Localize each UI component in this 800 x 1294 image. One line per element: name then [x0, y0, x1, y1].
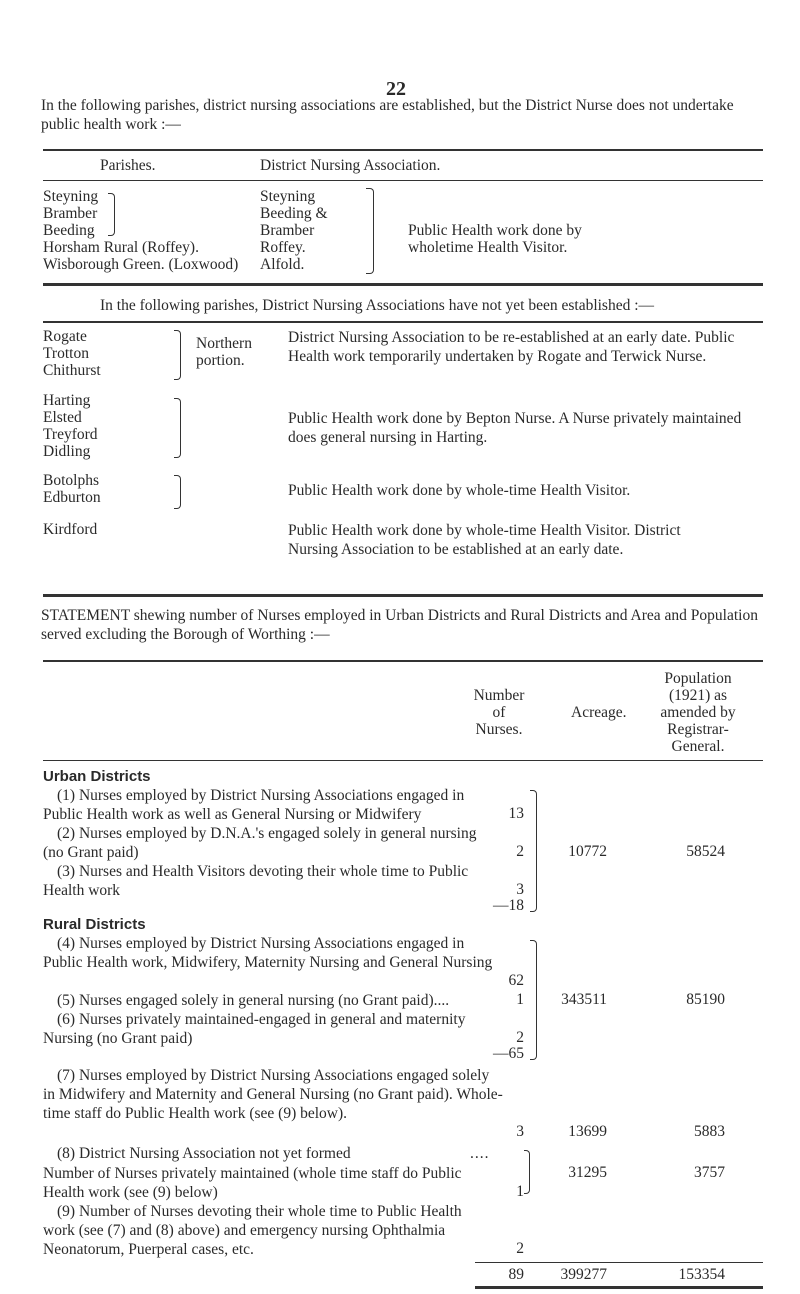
parish-chithurst: Chithurst: [43, 362, 101, 379]
row-r9-number: 2: [516, 1240, 524, 1257]
row-r7-number: 3: [516, 1123, 524, 1140]
parish-beeding: Beeding: [43, 222, 95, 239]
table2-group2-brace: [174, 398, 181, 458]
totals-top-rule: [475, 1262, 763, 1263]
rural-population: 85190: [686, 991, 725, 1008]
association-bramber: Bramber: [260, 222, 315, 239]
row-r7-acreage: 13699: [568, 1123, 607, 1140]
row-r8a-leader: ....: [470, 1145, 490, 1162]
row-u1-number: 13: [508, 805, 524, 822]
parish-steyning: Steyning: [43, 188, 99, 205]
parish-bramber: Bramber: [43, 205, 98, 222]
col-population-line1: Population: [664, 670, 732, 687]
table1-parish-brace: [108, 193, 115, 236]
row-u3-number: 3: [516, 881, 524, 898]
rural-heading: Rural Districts: [43, 916, 146, 933]
parish-wisborough-green: Wisborough Green. (Loxwood): [43, 256, 239, 273]
parish-didling: Didling: [43, 443, 91, 460]
row-r9-text: (9) Number of Nurses devoting their whole time to Public Health work (see (7) and (8) above) and emergency nursing Ophthalmia Neonatorum, Puerperal cases, etc.: [43, 1203, 462, 1258]
row-u1-text: (1) Nurses employed by District Nursing Associations engaged in Public Health work as well as General Nursing or Midwifery: [43, 787, 465, 823]
group4-text: Public Health work done by whole-time Health Visitor. District Nursing Association to be established at an early date.: [288, 522, 681, 558]
col-population-line4: Registrar-: [667, 721, 729, 738]
totals-bottom-rule: [475, 1286, 763, 1289]
table1-association-brace: [366, 188, 374, 274]
row-u2-number: 2: [516, 843, 524, 860]
urban-acreage: 10772: [568, 843, 607, 860]
table1-note-line1: Public Health work done by: [408, 222, 582, 239]
total-population: 153354: [678, 1266, 725, 1283]
col-acreage: Acreage.: [571, 704, 627, 721]
table3-top-rule: [43, 660, 763, 662]
table2-group1-brace: [174, 330, 181, 380]
parish-horsham-rural: Horsham Rural (Roffey).: [43, 239, 199, 256]
col-population-line2: (1921) as: [668, 687, 728, 704]
row-r7-text: (7) Nurses employed by District Nursing Associations engaged solely in Midwifery and Maternity and General Nursing (no Grant paid). Whole-time staff do Public Health work (see (9) below).: [43, 1067, 503, 1122]
intro-paragraph-2: In the following parishes, District Nursing Associations have not yet been established :—: [100, 297, 655, 314]
row-r8-number: 1: [516, 1183, 524, 1200]
table1-note-line2: wholetime Health Visitor.: [408, 239, 568, 256]
table1-top-rule: [43, 149, 763, 151]
r8-brace: [524, 1150, 530, 1194]
col-population-line5: General.: [671, 738, 725, 755]
row-r5-number: 1: [516, 991, 524, 1008]
table2-bottom-rule: [43, 594, 763, 597]
intro-paragraph-1: In the following parishes, district nursing associations are established, but the District Nurse does not undertake public health work :—: [41, 97, 734, 133]
total-acreage: 399277: [560, 1266, 607, 1283]
urban-population: 58524: [686, 843, 725, 860]
table2-top-rule: [43, 321, 763, 323]
parish-rogate: Rogate: [43, 328, 87, 345]
row-r6-number: 2: [516, 1029, 524, 1046]
association-alfold: Alfold.: [260, 256, 305, 273]
rural-acreage: 343511: [561, 991, 607, 1008]
group1-text: District Nursing Association to be re-established at an early date. Public Health work temporarily undertaken by Rogate and Terwick Nurse.: [288, 329, 735, 365]
total-number: 89: [508, 1266, 524, 1283]
parish-botolphs: Botolphs: [43, 472, 99, 489]
parish-elsted: Elsted: [43, 409, 82, 426]
urban-total: —18: [493, 897, 524, 914]
parish-kirdford: Kirdford: [43, 521, 98, 538]
table1-header-parishes: Parishes.: [100, 157, 156, 174]
row-r7-population: 5883: [694, 1123, 725, 1140]
association-steyning: Steyning: [260, 188, 316, 205]
row-r8b-text: Number of Nurses privately maintained (whole time staff do Public Health work (see (9) below): [43, 1165, 462, 1201]
page-number: 22: [386, 78, 406, 100]
portion-label: portion.: [196, 352, 245, 369]
group3-text: Public Health work done by whole-time Health Visitor.: [288, 482, 631, 499]
row-r5-text: (5) Nurses engaged solely in general nursing (no Grant paid)....: [57, 992, 450, 1009]
northern-label: Northern: [196, 335, 252, 352]
group2-text: Public Health work done by Bepton Nurse. A Nurse privately maintained does general nursing in Harting.: [288, 410, 742, 446]
table2-group3-brace: [174, 475, 181, 509]
parish-edburton: Edburton: [43, 489, 101, 506]
parish-harting: Harting: [43, 392, 91, 409]
row-u2-text: (2) Nurses employed by D.N.A.'s engaged solely in general nursing (no Grant paid): [43, 825, 477, 861]
table1-header-association: District Nursing Association.: [260, 157, 441, 174]
table1-header-rule: [43, 180, 763, 181]
association-roffey: Roffey.: [260, 239, 306, 256]
association-beeding: Beeding &: [260, 205, 328, 222]
row-u3-text: (3) Nurses and Health Visitors devoting their whole time to Public Health work: [43, 863, 469, 899]
urban-brace: [530, 790, 537, 912]
row-r4-text: (4) Nurses employed by District Nursing Associations engaged in Public Health work, Midwifery, Maternity Nursing and General Nursing: [43, 935, 493, 971]
parish-trotton: Trotton: [43, 345, 89, 362]
parish-treyford: Treyford: [43, 426, 98, 443]
row-r8a-text: (8) District Nursing Association not yet formed: [57, 1145, 351, 1162]
rural-brace: [530, 940, 537, 1060]
col-population-line3: amended by: [660, 704, 736, 721]
col-number-line3: Nurses.: [475, 721, 523, 738]
row-r8-population: 3757: [694, 1164, 725, 1181]
col-number-line2: of: [492, 704, 506, 721]
col-number-line1: Number: [473, 687, 525, 704]
rural-total: —65: [493, 1045, 524, 1062]
row-r6-text: (6) Nurses privately maintained-engaged in general and maternity Nursing (no Grant paid): [43, 1011, 466, 1047]
statement-heading: STATEMENT shewing number of Nurses employed in Urban Districts and Rural Districts and Area and Population served excluding the Borough of Worthing :—: [41, 607, 758, 643]
table3-header-rule: [43, 760, 763, 761]
urban-heading: Urban Districts: [43, 768, 151, 785]
row-r8-acreage: 31295: [568, 1164, 607, 1181]
table1-bottom-rule: [43, 283, 763, 286]
row-r4-number: 62: [508, 972, 524, 989]
